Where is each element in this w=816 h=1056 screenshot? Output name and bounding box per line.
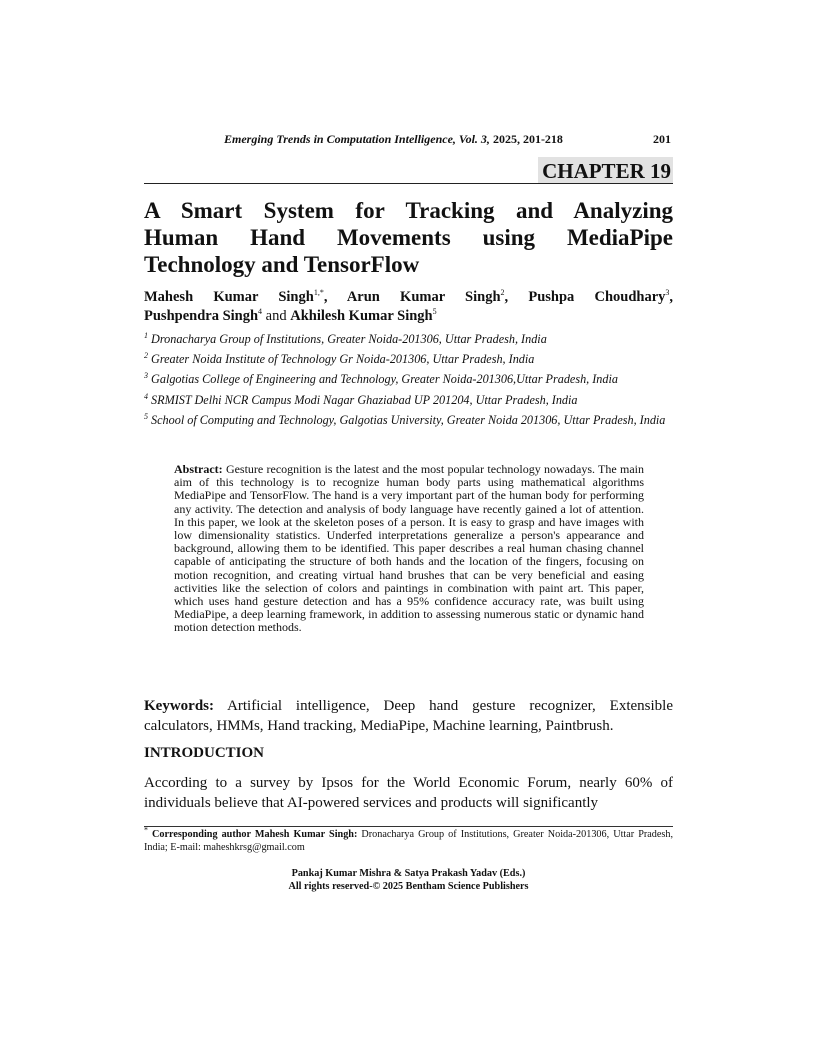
author-name: Arun Kumar Singh (346, 289, 501, 305)
introduction-heading: INTRODUCTION (144, 745, 265, 761)
affiliation (144, 390, 673, 410)
journal-citation: Emerging Trends in Computation Intelligence, Vol. 3, 2025, 201-218 (224, 132, 563, 146)
chapter-title (144, 197, 673, 278)
author-name: Akhilesh Kumar Singh (290, 308, 433, 324)
author-sup: 1,* (313, 288, 324, 298)
author-sup: 4 (258, 307, 263, 317)
footnote-mark: * (144, 825, 148, 835)
volume-range: 2025, 201-218 (489, 132, 563, 146)
affiliation-number: 4 (144, 391, 148, 401)
chapter-divider (144, 183, 673, 184)
author-separator: , (504, 289, 529, 305)
author-line-2 (144, 308, 437, 324)
affiliation-list (144, 329, 673, 429)
affiliation-text: School of Computing and Technology, Galgotias University, Greater Noida 201306, Uttar Pradesh, India (148, 412, 666, 427)
chapter-label: CHAPTER 19 (538, 157, 673, 183)
affiliation (144, 329, 673, 349)
introduction-text (144, 773, 673, 813)
affiliation-text: SRMIST Delhi NCR Campus Modi Nagar Ghaziabad UP 201204, Uttar Pradesh, India (148, 392, 578, 407)
author-name: Pushpa Choudhary (528, 289, 666, 305)
intro-line-1: According to a survey by Ipsos for the World Economic Forum, nearly 60% of (144, 775, 673, 791)
keywords-label: Keywords: (144, 698, 214, 714)
keywords-text: Artificial intelligence, Deep hand gesture recognizer, Extensible calculators, HMMs, Hand tracking, MediaPipe, Machine learning, Paintbrush. (144, 698, 673, 734)
author-sup: 2 (500, 288, 505, 298)
intro-line-2: individuals believe that AI-powered services and products will significantly (144, 795, 599, 811)
author-sup: 5 (432, 307, 437, 317)
author-separator: and (262, 308, 291, 324)
title-line-1: A Smart System for Tracking and Analyzing (144, 198, 673, 223)
affiliation-number: 1 (144, 330, 148, 340)
abstract-text: Gesture recognition is the latest and the most popular technology nowadays. The main aim of this technology is to recognize human body parts using mathematical algorithms MediaPipe and TensorFlow. The hand is a very important part of the human body for performing any activity. The detection and analysis of body language have recently gained a lot of attention. In this paper, we look at the skeleton poses of a person. It is easy to grasp and have images with low dimensionality statistics. Underfed interpretations generalize a person's appearance and background, allowing them to be identified. This paper describes a real human chasing channel capable of anticipating the structure of both hands and the location of the fingers, focusing on motion recognition, and creating virtual hand brushes that can be very beneficial and easing activities like the selection of colors and paintings in combination with paint art. This paper, which uses hand gesture detection and has a 95% confidence accuracy rate, was built using MediaPipe, a deep learning framework, in addition to assessing numerous static or dynamic hand motion detection methods. (174, 462, 644, 635)
author-name: Mahesh Kumar Singh (144, 289, 314, 305)
affiliation-text: Greater Noida Institute of Technology Gr Noida-201306, Uttar Pradesh, India (148, 352, 535, 367)
copyright: All rights reserved-© 2025 Bentham Science Publishers (288, 881, 529, 892)
author-list (144, 288, 673, 326)
author-line-1 (144, 288, 673, 307)
affiliation (144, 369, 673, 389)
affiliation (144, 349, 673, 369)
footnote-divider (144, 826, 673, 827)
abstract (174, 463, 644, 635)
page-number: 201 (653, 132, 671, 146)
author-sup: 3 (665, 288, 670, 298)
affiliation-number: 5 (144, 411, 148, 421)
footnote-label: Corresponding author Mahesh Kumar Singh: (148, 829, 358, 840)
abstract-label: Abstract: (174, 462, 223, 476)
footnote-text: Dronacharya Group of Institutions, Greater Noida-201306, Uttar Pradesh, India; E-mail: maheshkrsg@gmail.com (144, 829, 673, 853)
publisher-block (144, 867, 673, 893)
footnote (144, 825, 673, 854)
affiliation-text: Galgotias College of Engineering and Technology, Greater Noida-201306,Uttar Pradesh, India (148, 372, 618, 387)
affiliation (144, 411, 673, 429)
author-separator: , (323, 289, 347, 305)
author-name: Pushpendra Singh (144, 308, 259, 324)
running-head (144, 132, 673, 150)
editors: Pankaj Kumar Mishra & Satya Prakash Yadav (Eds.) (291, 868, 526, 879)
affiliation-number: 2 (144, 351, 148, 361)
title-rest: Human Hand Movements using MediaPipe Technology and TensorFlow (144, 225, 673, 277)
affiliation-number: 3 (144, 371, 148, 381)
affiliation-text: Dronacharya Group of Institutions, Greater Noida-201306, Uttar Pradesh, India (148, 332, 547, 346)
keywords (144, 696, 673, 736)
author-separator: , (669, 289, 674, 305)
